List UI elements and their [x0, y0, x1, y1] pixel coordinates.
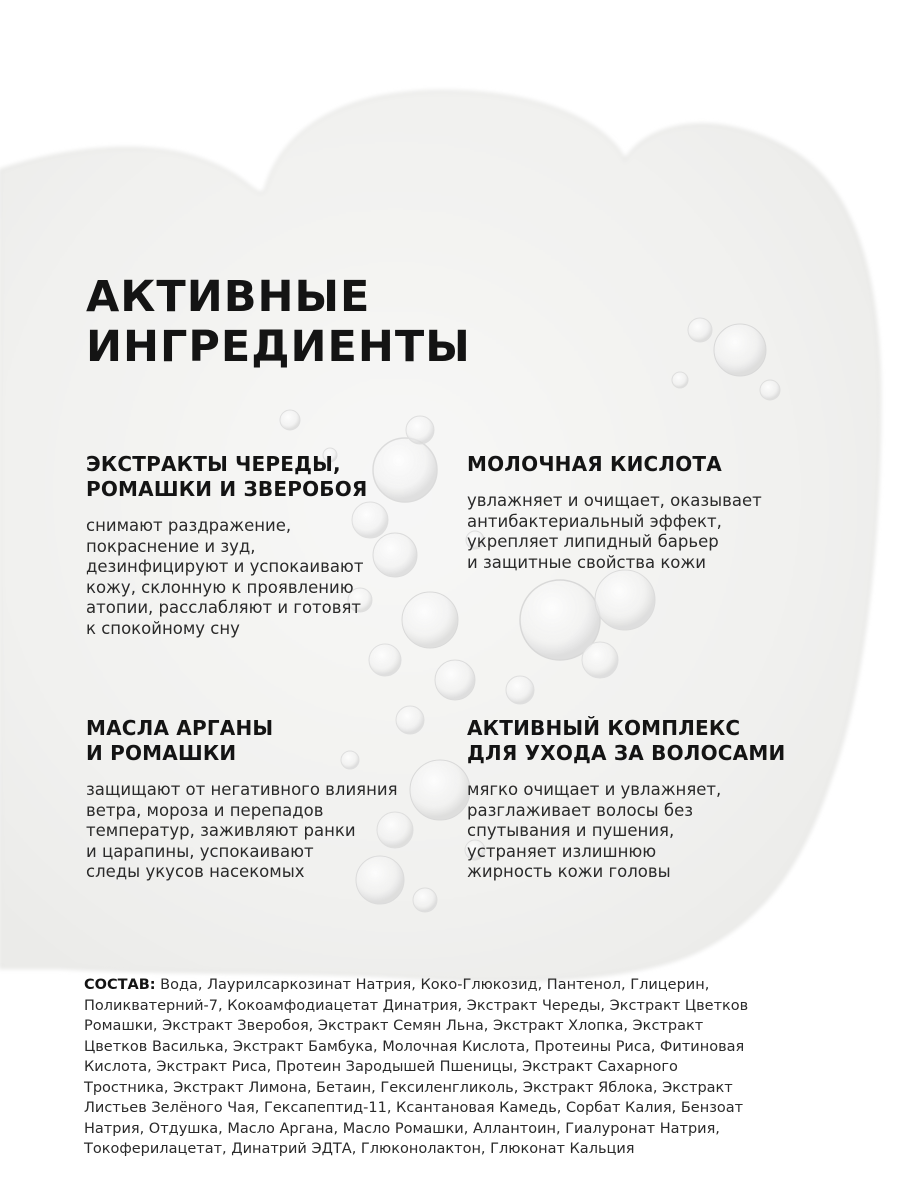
ingredient-heading	[467, 716, 847, 766]
description-line: мягко очищает и увлажняет,	[467, 780, 722, 799]
composition-text: Вода, Лаурилсаркозинат Натрия, Коко-Глюкозид, Пантенол, Глицерин,	[155, 977, 710, 993]
composition-line: Цветков Василька, Экстракт Бамбука, Молочная Кислота, Протеины Риса, Фитиновая	[84, 1038, 745, 1055]
heading-line: МАСЛА АРГАНЫ	[86, 716, 274, 740]
ingredient-block-argan-chamomile-oils	[86, 716, 446, 883]
ingredient-description	[467, 491, 827, 573]
composition-line: Кислота, Экстракт Риса, Протеин Зародышей Пшеницы, Экстракт Сахарного	[84, 1059, 678, 1075]
composition-line: Ромашки, Экстракт Зверобоя, Экстракт Семян Льна, Экстракт Хлопка, Экстракт	[84, 1018, 704, 1034]
description-line: устраняет излишнюю	[467, 841, 657, 861]
description-line: и защитные свойства кожи	[467, 552, 706, 572]
description-line: защищают от негативного влияния	[86, 780, 398, 799]
description-line: антибактериальный эффект,	[467, 511, 722, 531]
ingredient-block-succession-chamomile-hypericum	[86, 452, 446, 639]
heading-line: АКТИВНЫЙ КОМПЛЕКС	[467, 716, 741, 740]
composition-line: Поликватерний-7, Кокоамфодиацетат Динатрия, Экстракт Череды, Экстракт Цветков	[84, 997, 749, 1014]
composition-line: Тростника, Экстракт Лимона, Бетаин, Гексиленгликоль, Экстракт Яблока, Экстракт	[84, 1079, 733, 1096]
description-line: температур, заживляют ранки	[86, 821, 356, 840]
description-line: снимают раздражение,	[86, 516, 292, 535]
ingredient-heading	[86, 452, 446, 502]
ingredient-description	[86, 780, 446, 883]
heading-line: ЭКСТРАКТЫ ЧЕРЕДЫ,	[86, 452, 341, 476]
heading-line: ДЛЯ УХОДА ЗА ВОЛОСАМИ	[467, 741, 786, 765]
description-line: и царапины, успокаивают	[86, 841, 314, 861]
ingredient-heading	[86, 716, 446, 766]
composition-line: Листьев Зелёного Чая, Гексапептид-11, Ксантановая Камедь, Сорбат Калия, Бензоат	[84, 1100, 744, 1116]
description-line: дезинфицируют и успокаивают	[86, 557, 364, 576]
composition-list	[84, 975, 804, 1160]
title-line-1: АКТИВНЫЕ	[86, 272, 371, 322]
title-line-2: ИНГРЕДИЕНТЫ	[86, 322, 471, 372]
ingredient-heading	[467, 452, 827, 477]
composition-line: Токоферилацетат, Динатрий ЭДТА, Глюконолактон, Глюконат Кальция	[84, 1141, 635, 1157]
description-line: увлажняет и очищает, оказывает	[467, 491, 762, 510]
heading-line: РОМАШКИ И ЗВЕРОБОЯ	[86, 477, 368, 501]
description-line: кожу, склонную к проявлению	[86, 577, 354, 597]
composition-label: СОСТАВ:	[84, 977, 156, 993]
description-line: укрепляет липидный барьер	[467, 532, 719, 551]
description-line: жирность кожи головы	[467, 862, 671, 881]
page-title	[86, 272, 471, 372]
heading-line: И РОМАШКИ	[86, 741, 237, 765]
heading-line: МОЛОЧНАЯ КИСЛОТА	[467, 452, 722, 476]
ingredient-block-hair-care-complex	[467, 716, 847, 883]
ingredient-block-lactic-acid	[467, 452, 827, 573]
ingredient-description	[86, 516, 446, 639]
description-line: покраснение и зуд,	[86, 536, 256, 556]
composition-line	[84, 975, 804, 996]
description-line: следы укусов насекомых	[86, 862, 305, 881]
description-line: разглаживает волосы без	[467, 800, 694, 820]
description-line: спутывания и пушения,	[467, 821, 675, 840]
description-line: ветра, мороза и перепадов	[86, 800, 324, 820]
description-line: к спокойному сну	[86, 618, 240, 638]
composition-line: Натрия, Отдушка, Масло Аргана, Масло Ромашки, Аллантоин, Гиалуронат Натрия,	[84, 1120, 720, 1137]
description-line: атопии, расслабляют и готовят	[86, 598, 362, 617]
ingredient-description	[467, 780, 847, 883]
